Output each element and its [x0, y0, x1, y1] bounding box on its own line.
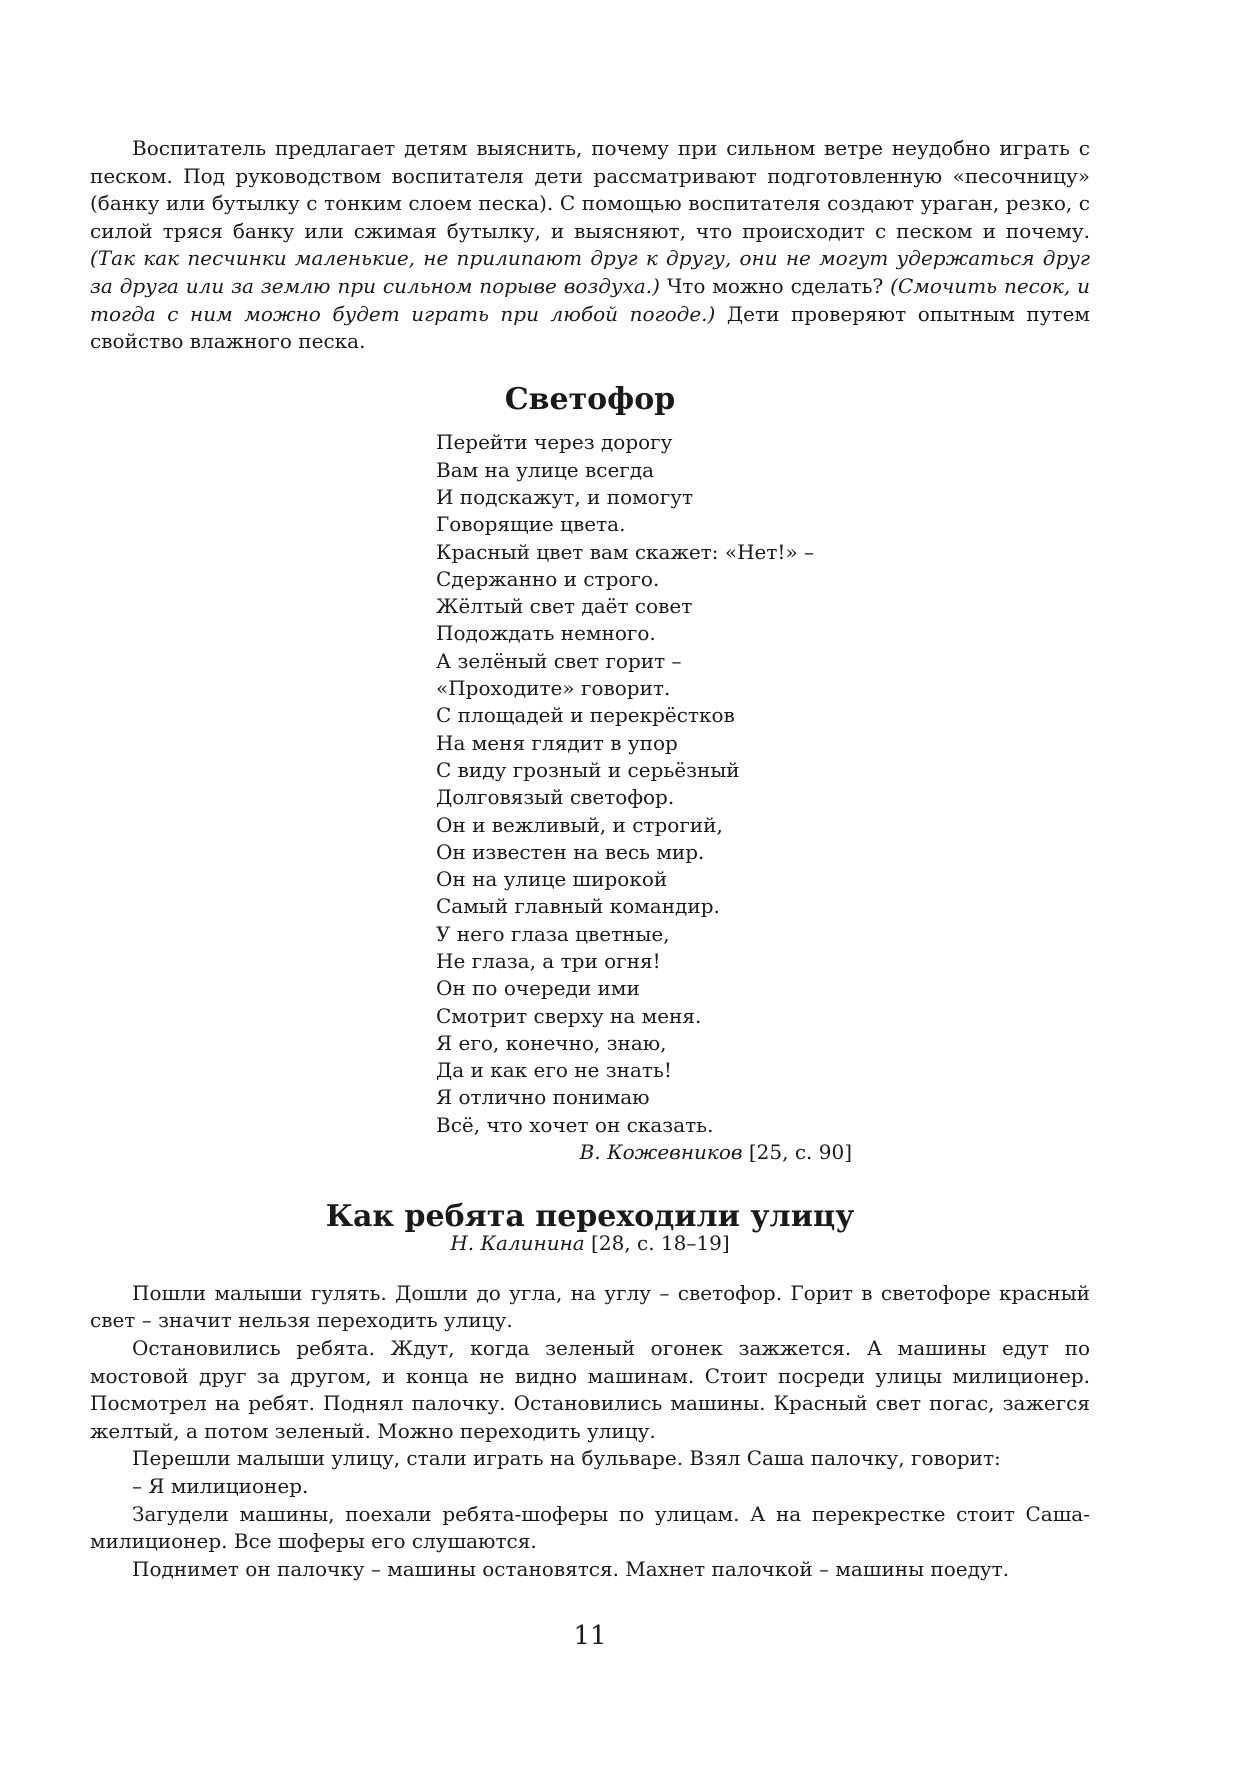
poem-line: Я отлично понимаю [436, 1085, 650, 1110]
poem-line: Сдержанно и строго. [436, 566, 660, 591]
intro-paragraph [90, 135, 1090, 356]
poem-line: Он известен на весь мир. [436, 839, 705, 864]
intro-text-2: Что можно сделать? [666, 273, 884, 298]
poem-author: В. Кожевников [579, 1140, 743, 1165]
story-paragraph: Пошли малыши гулять. Дошли до угла, на углу – светофор. Горит в светофоре красный свет – значит нельзя переходить улицу. [90, 1280, 1090, 1333]
intro-text-1: Воспитатель предлагает детям выяснить, почему при сильном ветре неудобно играть с песком. Под руководством воспитателя дети рассматривают подготовленную «песочницу» (банку или бутылку с тонким слоем песка). С помощью воспитателя создают ураган, резко, с силой тряся банку или сжимая бутылку, и выясняют, что происходит с песком и почему. [90, 136, 1090, 243]
poem-line: Он на улице широкой [436, 867, 668, 892]
poem-line: Самый главный командир. [436, 894, 720, 919]
intro-italic-1: (Так как песчинки маленькие, не прилипают друг к другу, они не могут удержаться друг за друга или за землю при сильном порыве воздуха.) [90, 246, 1090, 298]
story-paragraph: – Я милиционер. [132, 1474, 309, 1498]
poem-line: Не глаза, а три огня! [436, 948, 661, 973]
poem-line: Перейти через дорогу [436, 430, 673, 455]
poem-line: Жёлтый свет даёт совет [436, 594, 693, 619]
poem-line: Говорящие цвета. [436, 512, 626, 537]
poem-line: Подождать немного. [436, 621, 656, 646]
poem-line: На меня глядит в упор [436, 730, 678, 755]
story-reference: [28, с. 18–19] [584, 1231, 730, 1256]
poem-line: Да и как его не знать! [436, 1058, 672, 1083]
poem-line: Долговязый светофор. [436, 785, 675, 810]
story-paragraph: Перешли малыши улицу, стали играть на бульваре. Взял Саша палочку, говорит: [132, 1446, 1001, 1471]
poem [436, 429, 936, 1166]
intro-text-3: Дети проверяют опытным путем свойство влажного песка. [90, 301, 1090, 354]
story-paragraph: Загудели машины, поехали ребята-шоферы по улицам. А на перекрестке стоит Саша-милиционер. Все шоферы его слушаются. [90, 1501, 1090, 1554]
poem-title: Светофор [504, 381, 676, 417]
poem-line: А зелёный свет горит – [436, 648, 682, 673]
poem-line: И подскажут, и помогут [436, 484, 694, 509]
poem-reference: [25, с. 90] [742, 1140, 852, 1165]
story-paragraph: Поднимет он палочку – машины остановятся. Махнет палочкой – машины поедут. [132, 1556, 1010, 1581]
poem-line: Вам на улице всегда [436, 457, 655, 482]
poem-attribution [436, 1139, 852, 1167]
page-number: 11 [573, 1621, 607, 1651]
poem-line: Он и вежливый, и строгий, [436, 812, 723, 837]
story-title: Как ребята переходили улицу [325, 1198, 855, 1234]
intro-italic-2: (Смочить песок, и тогда с ним можно будет играть при любой погоде.) [90, 273, 1090, 326]
page-content [90, 135, 1090, 1583]
story-attribution [90, 1230, 1090, 1258]
poem-line: Красный цвет вам скажет: «Нет!» – [436, 539, 815, 564]
story-paragraph: Остановились ребята. Ждут, когда зеленый огонек зажжется. А машины едут по мостовой друг за другом, и конца не видно машинам. Стоит посреди улицы милиционер. Посмотрел на ребят. Поднял палочку. Остановились машины. Красный свет погас, зажегся желтый, а потом зеленый. Можно переходить улицу. [90, 1336, 1090, 1443]
story-author: Н. Калинина [450, 1231, 585, 1256]
poem-line: Я его, конечно, знаю, [436, 1030, 667, 1055]
poem-line: Он по очереди ими [436, 976, 640, 1001]
poem-line: У него глаза цветные, [436, 921, 670, 946]
poem-line: «Проходите» говорит. [436, 676, 671, 701]
poem-line: С площадей и перекрёстков [436, 703, 735, 728]
poem-line: Смотрит сверху на меня. [436, 1003, 702, 1028]
poem-line: С виду грозный и серьёзный [436, 757, 740, 782]
poem-line: Всё, что хочет он сказать. [436, 1112, 714, 1137]
